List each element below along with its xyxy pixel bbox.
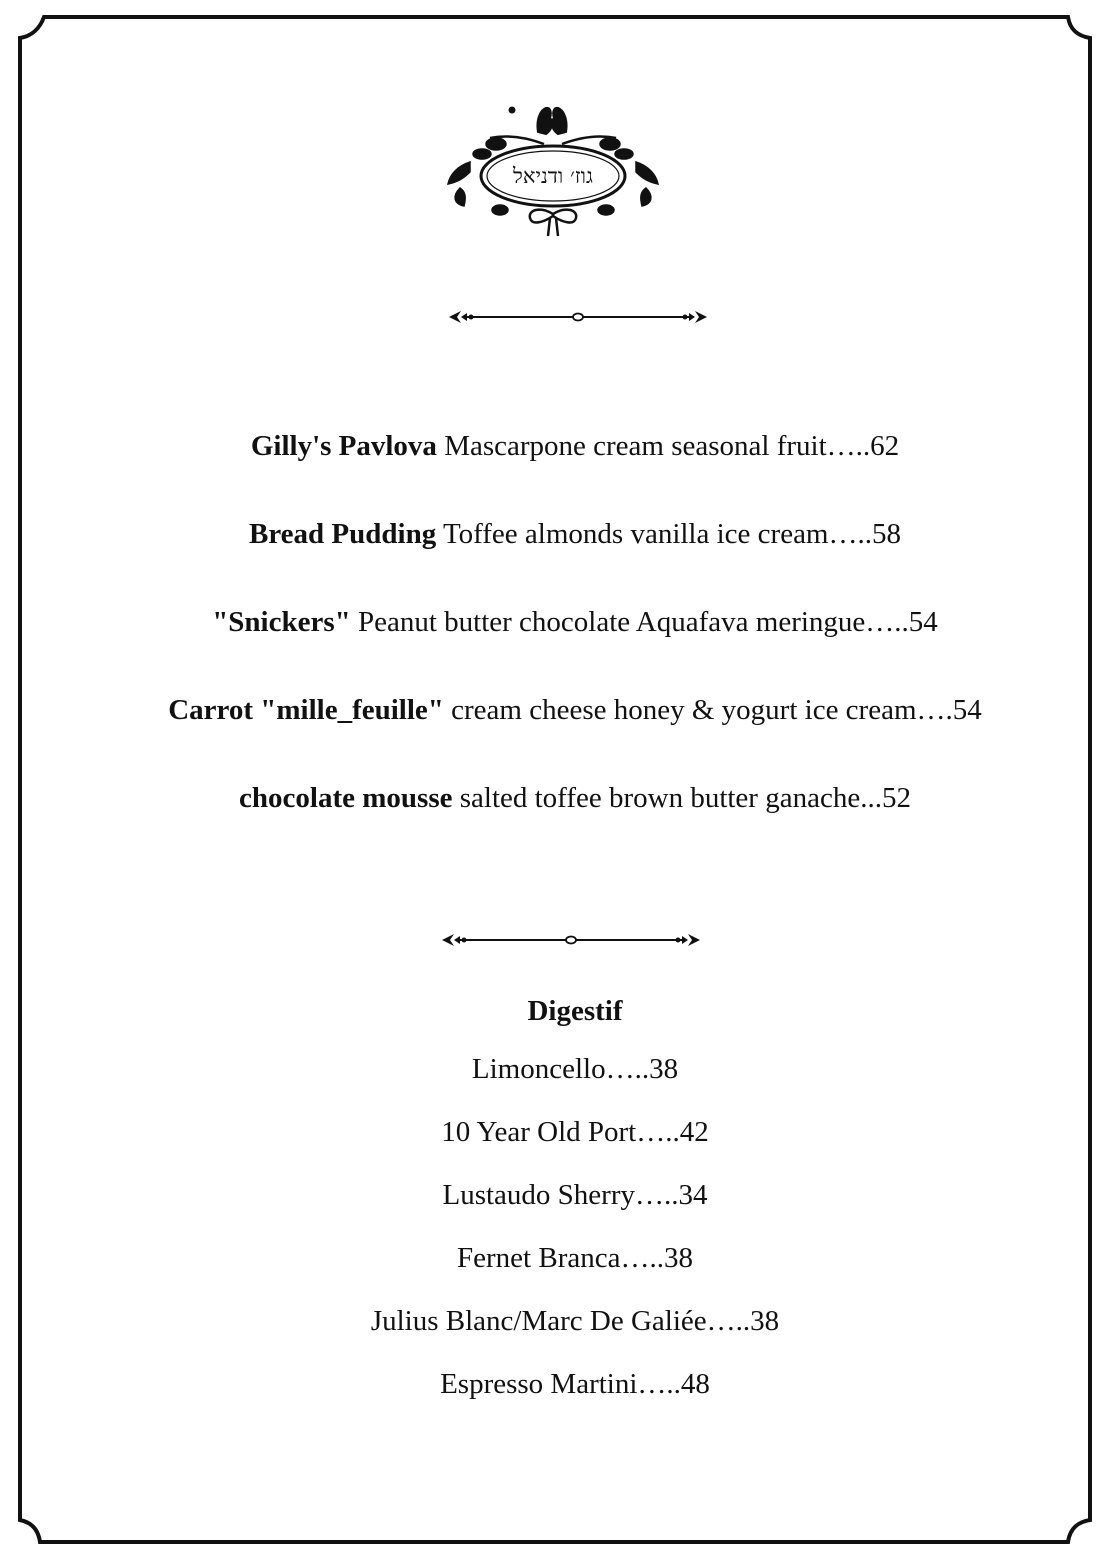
list-item: Limoncello…..38: [471, 1053, 679, 1085]
dish-description: Mascarpone cream seasonal fruit…..62: [444, 430, 900, 462]
list-item: Fernet Branca…..38: [457, 1242, 693, 1274]
birds-icon: [510, 108, 567, 135]
digestif-section: [60, 985, 1090, 1421]
list-item: Julius Blanc/Marc De Galiée…..38: [370, 1305, 780, 1337]
list-item: 10 Year Old Port…..42: [441, 1116, 709, 1148]
bow-icon: [530, 210, 576, 236]
desserts-list: [60, 420, 1090, 860]
dish-name: Carrot "mille_feuille": [168, 694, 444, 726]
menu-item: [60, 420, 1090, 508]
menu-item: [60, 508, 1090, 596]
dish-name: Bread Pudding: [248, 518, 437, 550]
list-item: Espresso Martini…..48: [440, 1368, 710, 1400]
dish-name: Gilly's Pavlova: [250, 430, 437, 462]
logo-text: גוז׳ ודניאל: [513, 164, 593, 188]
menu-item: [60, 684, 1090, 772]
digestif-list: [60, 1043, 1090, 1421]
ornamental-divider: [440, 928, 702, 952]
dish-description: cream cheese honey & yogurt ice cream….54: [451, 694, 982, 726]
restaurant-logo: [440, 98, 666, 240]
dish-description: Toffee almonds vanilla ice cream…..58: [442, 518, 901, 550]
section-title: Digestif: [527, 995, 623, 1027]
ornamental-divider: [447, 305, 709, 329]
menu-item: [60, 772, 1090, 860]
dish-name: chocolate mousse: [239, 782, 453, 814]
dish-name: "Snickers": [212, 606, 351, 638]
dish-description: salted toffee brown butter ganache...52: [459, 782, 911, 814]
dish-description: Peanut butter chocolate Aquafava meringue…..54: [357, 606, 938, 638]
list-item: Lustaudo Sherry…..34: [442, 1179, 708, 1211]
menu-item: [60, 596, 1090, 684]
